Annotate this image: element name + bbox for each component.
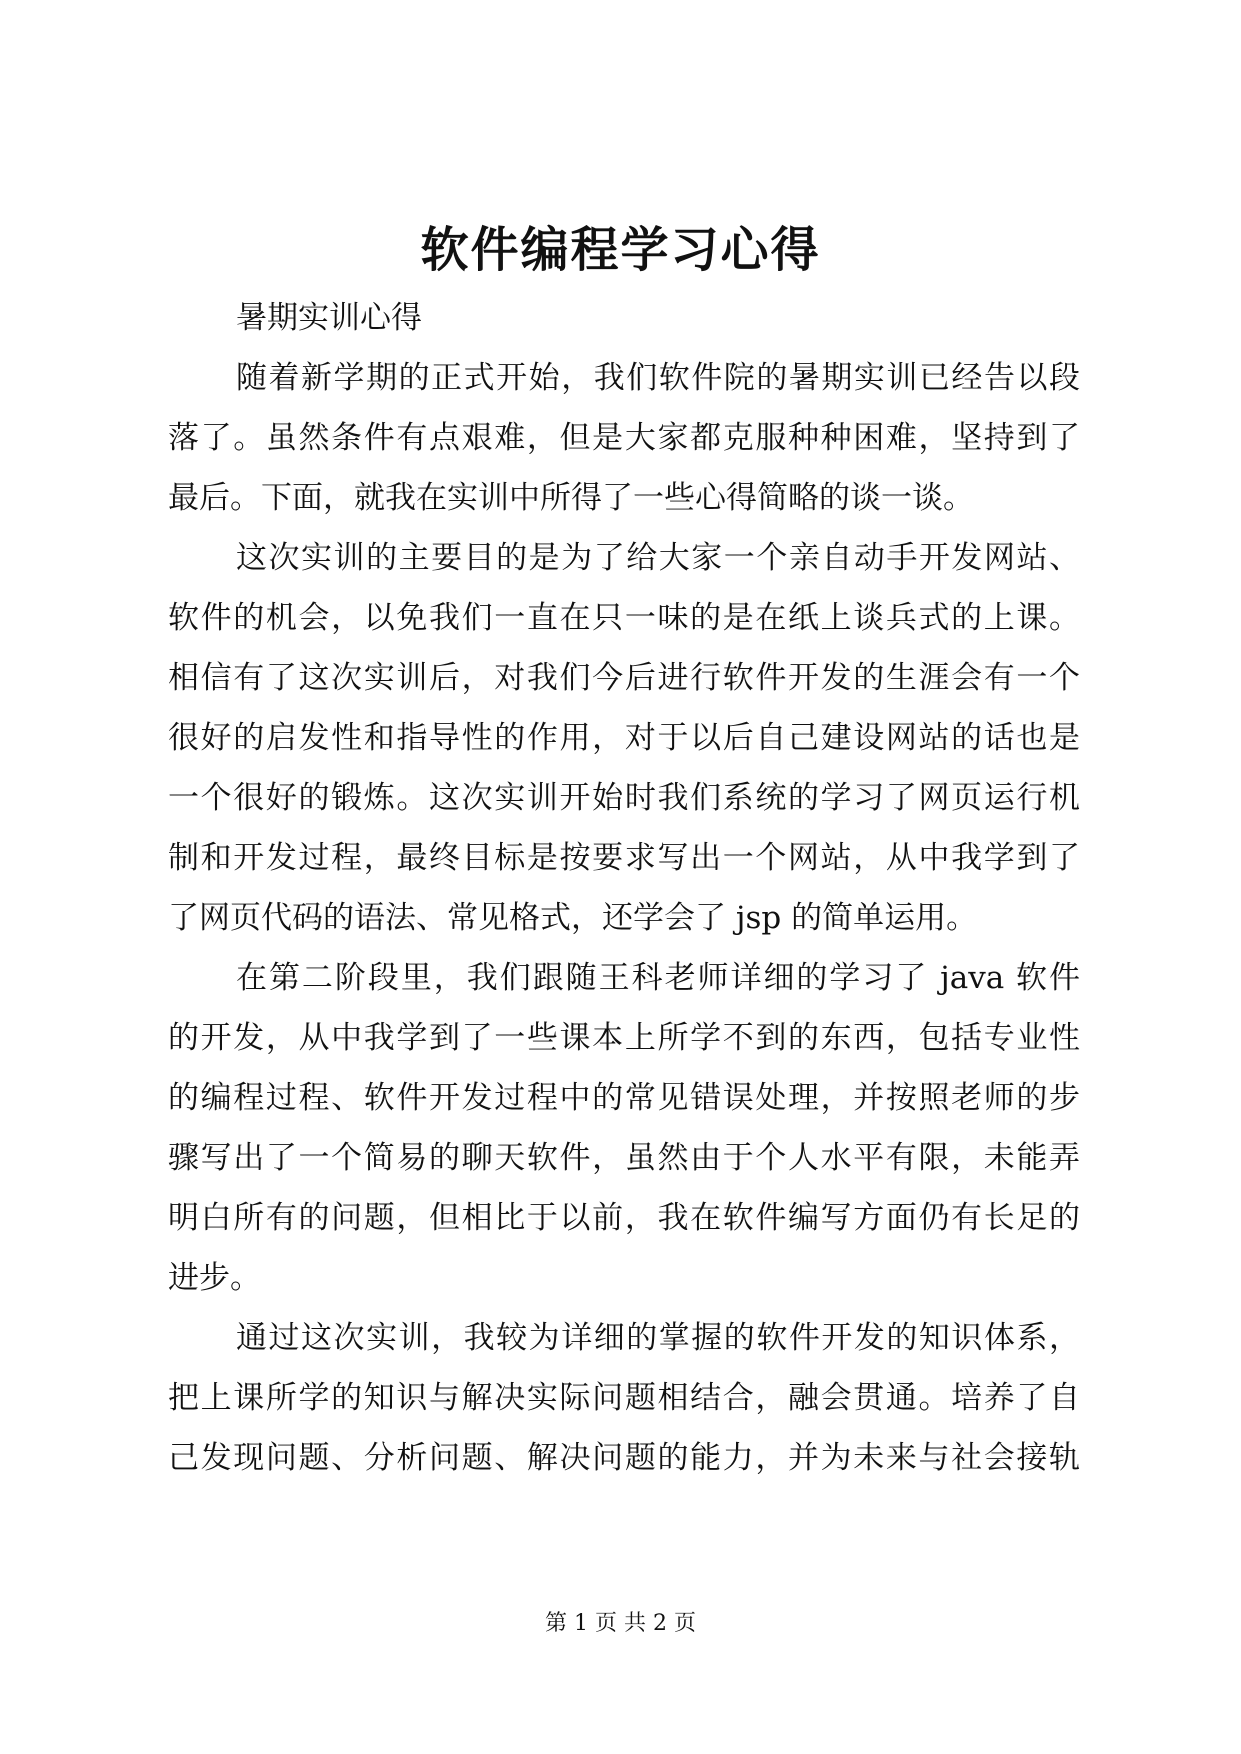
text-line: 制和开发过程，最终目标是按要求写出一个网站，从中我学到了: [168, 840, 1080, 876]
text-line: 的编程过程、软件开发过程中的常见错误处理，并按照老师的步: [168, 1080, 1080, 1116]
text-line: 很好的启发性和指导性的作用，对于以后自己建设网站的话也是: [168, 720, 1080, 756]
text-line: 这次实训的主要目的是为了给大家一个亲自动手开发网站、: [236, 540, 1080, 576]
text-line: 在第二阶段里，我们跟随王科老师详细的学习了 java 软件: [236, 960, 1080, 996]
text-line: 最后。下面，就我在实训中所得了一些心得简略的谈一谈。: [168, 480, 974, 516]
document-body: [168, 288, 1080, 1488]
text-line: 软件的机会，以免我们一直在只一味的是在纸上谈兵式的上课。: [168, 600, 1080, 636]
text-line: 落了。虽然条件有点艰难，但是大家都克服种种困难，坚持到了: [168, 420, 1080, 456]
text-line: 了网页代码的语法、常见格式，还学会了 jsp 的简单运用。: [168, 900, 978, 936]
text-line: 进步。: [168, 1260, 261, 1296]
document-title: 软件编程学习心得: [420, 222, 821, 278]
text-line: 骤写出了一个简易的聊天软件，虽然由于个人水平有限，未能弄: [168, 1140, 1080, 1176]
text-line: 的开发，从中我学到了一些课本上所学不到的东西，包括专业性: [168, 1020, 1080, 1056]
text-line: 暑期实训心得: [236, 300, 422, 336]
text-line: 通过这次实训，我较为详细的掌握的软件开发的知识体系，: [236, 1320, 1080, 1356]
page-footer: 第 1 页 共 2 页: [545, 1611, 696, 1636]
text-line: 己发现问题、分析问题、解决问题的能力，并为未来与社会接轨: [168, 1440, 1080, 1476]
text-line: 随着新学期的正式开始，我们软件院的暑期实训已经告以段: [236, 360, 1080, 396]
text-line: 明白所有的问题，但相比于以前，我在软件编写方面仍有长足的: [168, 1200, 1080, 1236]
text-line: 一个很好的锻炼。这次实训开始时我们系统的学习了网页运行机: [168, 780, 1080, 816]
text-line: 相信有了这次实训后，对我们今后进行软件开发的生涯会有一个: [168, 660, 1080, 696]
text-line: 把上课所学的知识与解决实际问题相结合，融会贯通。培养了自: [168, 1380, 1080, 1416]
